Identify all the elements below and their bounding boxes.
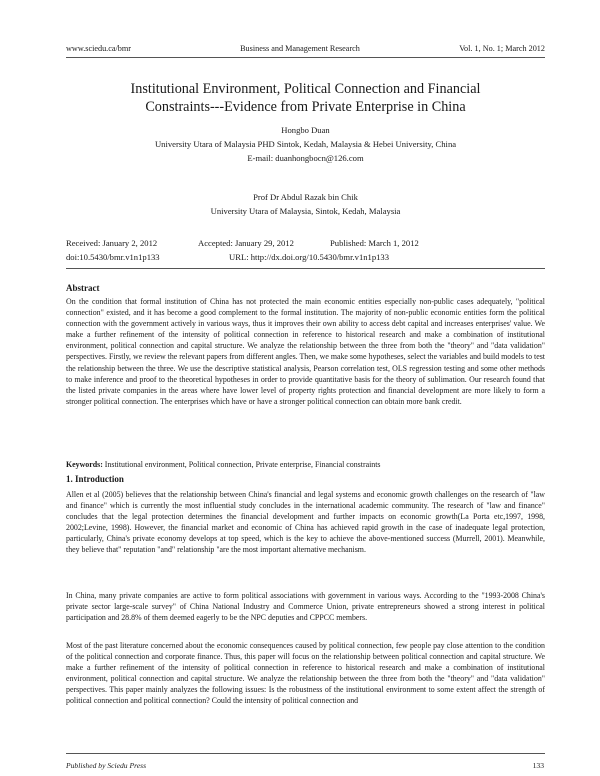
keywords-text: Institutional environment, Political connection, Private enterprise, Financial constraints	[102, 460, 381, 469]
keywords	[66, 459, 545, 470]
intro-text-3: Most of the past literature concerned about the economic consequences caused by political connection, few people pay close attention to the condition of the political connection and corporate finance. Thus, this paper will focus on the relationship between political connection and capital structure. We make a further refinement of the intensity of political connection in reference to historical research and make a combination of institutional environment, political connection and capital structure. We analyze the relationship between the three from both the "theory" and "data validation" perspectives. This paper mainly analyzes the following issues: Is the robustness of the institutional environment to some extent affect the strength of political connection and political connection? Could the intensity of political connection and	[66, 641, 545, 706]
introduction-heading: 1. Introduction	[66, 474, 124, 484]
footer-rule	[66, 753, 545, 754]
intro-paragraph-2	[66, 590, 545, 623]
author-1-name: Hongbo Duan	[281, 125, 330, 135]
intro-text-2: In China, many private companies are active to form political associations with government in various ways. According to the "1993-2008 China's private sector large-scale survey" of China National Industry and Commerce Union, private entrepreneurs showed a strong interest in political participation and 28.8% of them deemed eagerly to be the NPC deputies and CPPCC members.	[66, 591, 545, 623]
doi: doi:10.5430/bmr.v1n1p133	[66, 252, 160, 262]
abstract-text: On the condition that formal institution of China has not protected the main economic entities especially non-public cases adequately, "political connection" existed, and it has become a good complement to the formal institution. The majority of non-public economic entities form the political connection with the government actively in various ways, thus it improves their own ability to access debt capital and increases enterprises' value. We make a further refinement of the intensity of political connection in reference to historical research and make a combination of institutional environment, political connection and capital structure. We analyze the relationship between the three from both the "theory" and "data validation" perspectives. Firstly, we review the relevant papers from different angles. Then, we make some hypotheses, select the variables and build models to test the relationship between the three. We use the descriptive statistical analysis, Pearson correlation test, OLS regression testing and some other methods to make inference and proof to the theoretical hypotheses in order to provide quantitative basis for the theory of sublimation. Our research found that the listed private companies in the areas where have lower level of property rights protection and financial development are more likely to form a stronger political connection. The enterprises which have or have a stronger political connection can obtain more bank credit.	[66, 297, 545, 406]
title-line-2: Constraints---Evidence from Private Enterprise in China	[145, 99, 466, 115]
published-date: Published: March 1, 2012	[330, 238, 419, 248]
abstract-body	[66, 296, 545, 407]
intro-text-1: Allen et al (2005) believes that the relationship between China's financial and legal systems and economic growth challenges on the research of "law and finance" which is currently the most influential study concludes in the international academic community. The research of "law and finance" concludes that the legal protection determines the financial development and further impacts on economic growth(La Porta etc,1997, 1998, 2002;Levine, 1998). However, the financial market and economic of China has achieved rapid growth in the case of inadequate legal protection, particularly, China's private economy develops at top speed, which is the key to achieve the above-mentioned success (Murrell, 2001). Meanwhile, they believe that" reputation "and" relationship "are the most important alternative mechanism.	[66, 490, 545, 555]
header-journal-url: www.sciedu.ca/bmr	[66, 44, 131, 53]
author-2-block	[66, 190, 545, 218]
accepted-date: Accepted: January 29, 2012	[198, 238, 294, 248]
keywords-label: Keywords:	[66, 460, 103, 469]
dates-rule	[66, 268, 545, 269]
intro-paragraph-1	[66, 489, 545, 556]
paper-title	[66, 80, 545, 116]
author-1-affiliation: University Utara of Malaysia PHD Sintok, Kedah, Malaysia & Hebei University, China	[154, 139, 457, 149]
page-number: 133	[532, 761, 544, 770]
author-1-email: E-mail: duanhongbocn@126.com	[247, 153, 364, 163]
title-line-1: Institutional Environment, Political Connection and Financial	[130, 81, 481, 97]
abstract-heading: Abstract	[66, 283, 100, 293]
author-2-name: Prof Dr Abdul Razak bin Chik	[253, 192, 358, 202]
received-date: Received: January 2, 2012	[66, 238, 158, 248]
header-journal-title: Business and Management Research	[240, 44, 360, 53]
header-volume: Vol. 1, No. 1; March 2012	[459, 44, 545, 53]
footer-publisher: Published by Sciedu Press	[66, 761, 147, 770]
author-1-block	[66, 123, 545, 165]
header-rule	[66, 57, 545, 58]
doi-url[interactable]: URL: http://dx.doi.org/10.5430/bmr.v1n1p133	[229, 252, 390, 262]
author-2-affiliation: University Utara of Malaysia, Sintok, Kedah, Malaysia	[210, 206, 401, 216]
intro-paragraph-3	[66, 640, 545, 707]
